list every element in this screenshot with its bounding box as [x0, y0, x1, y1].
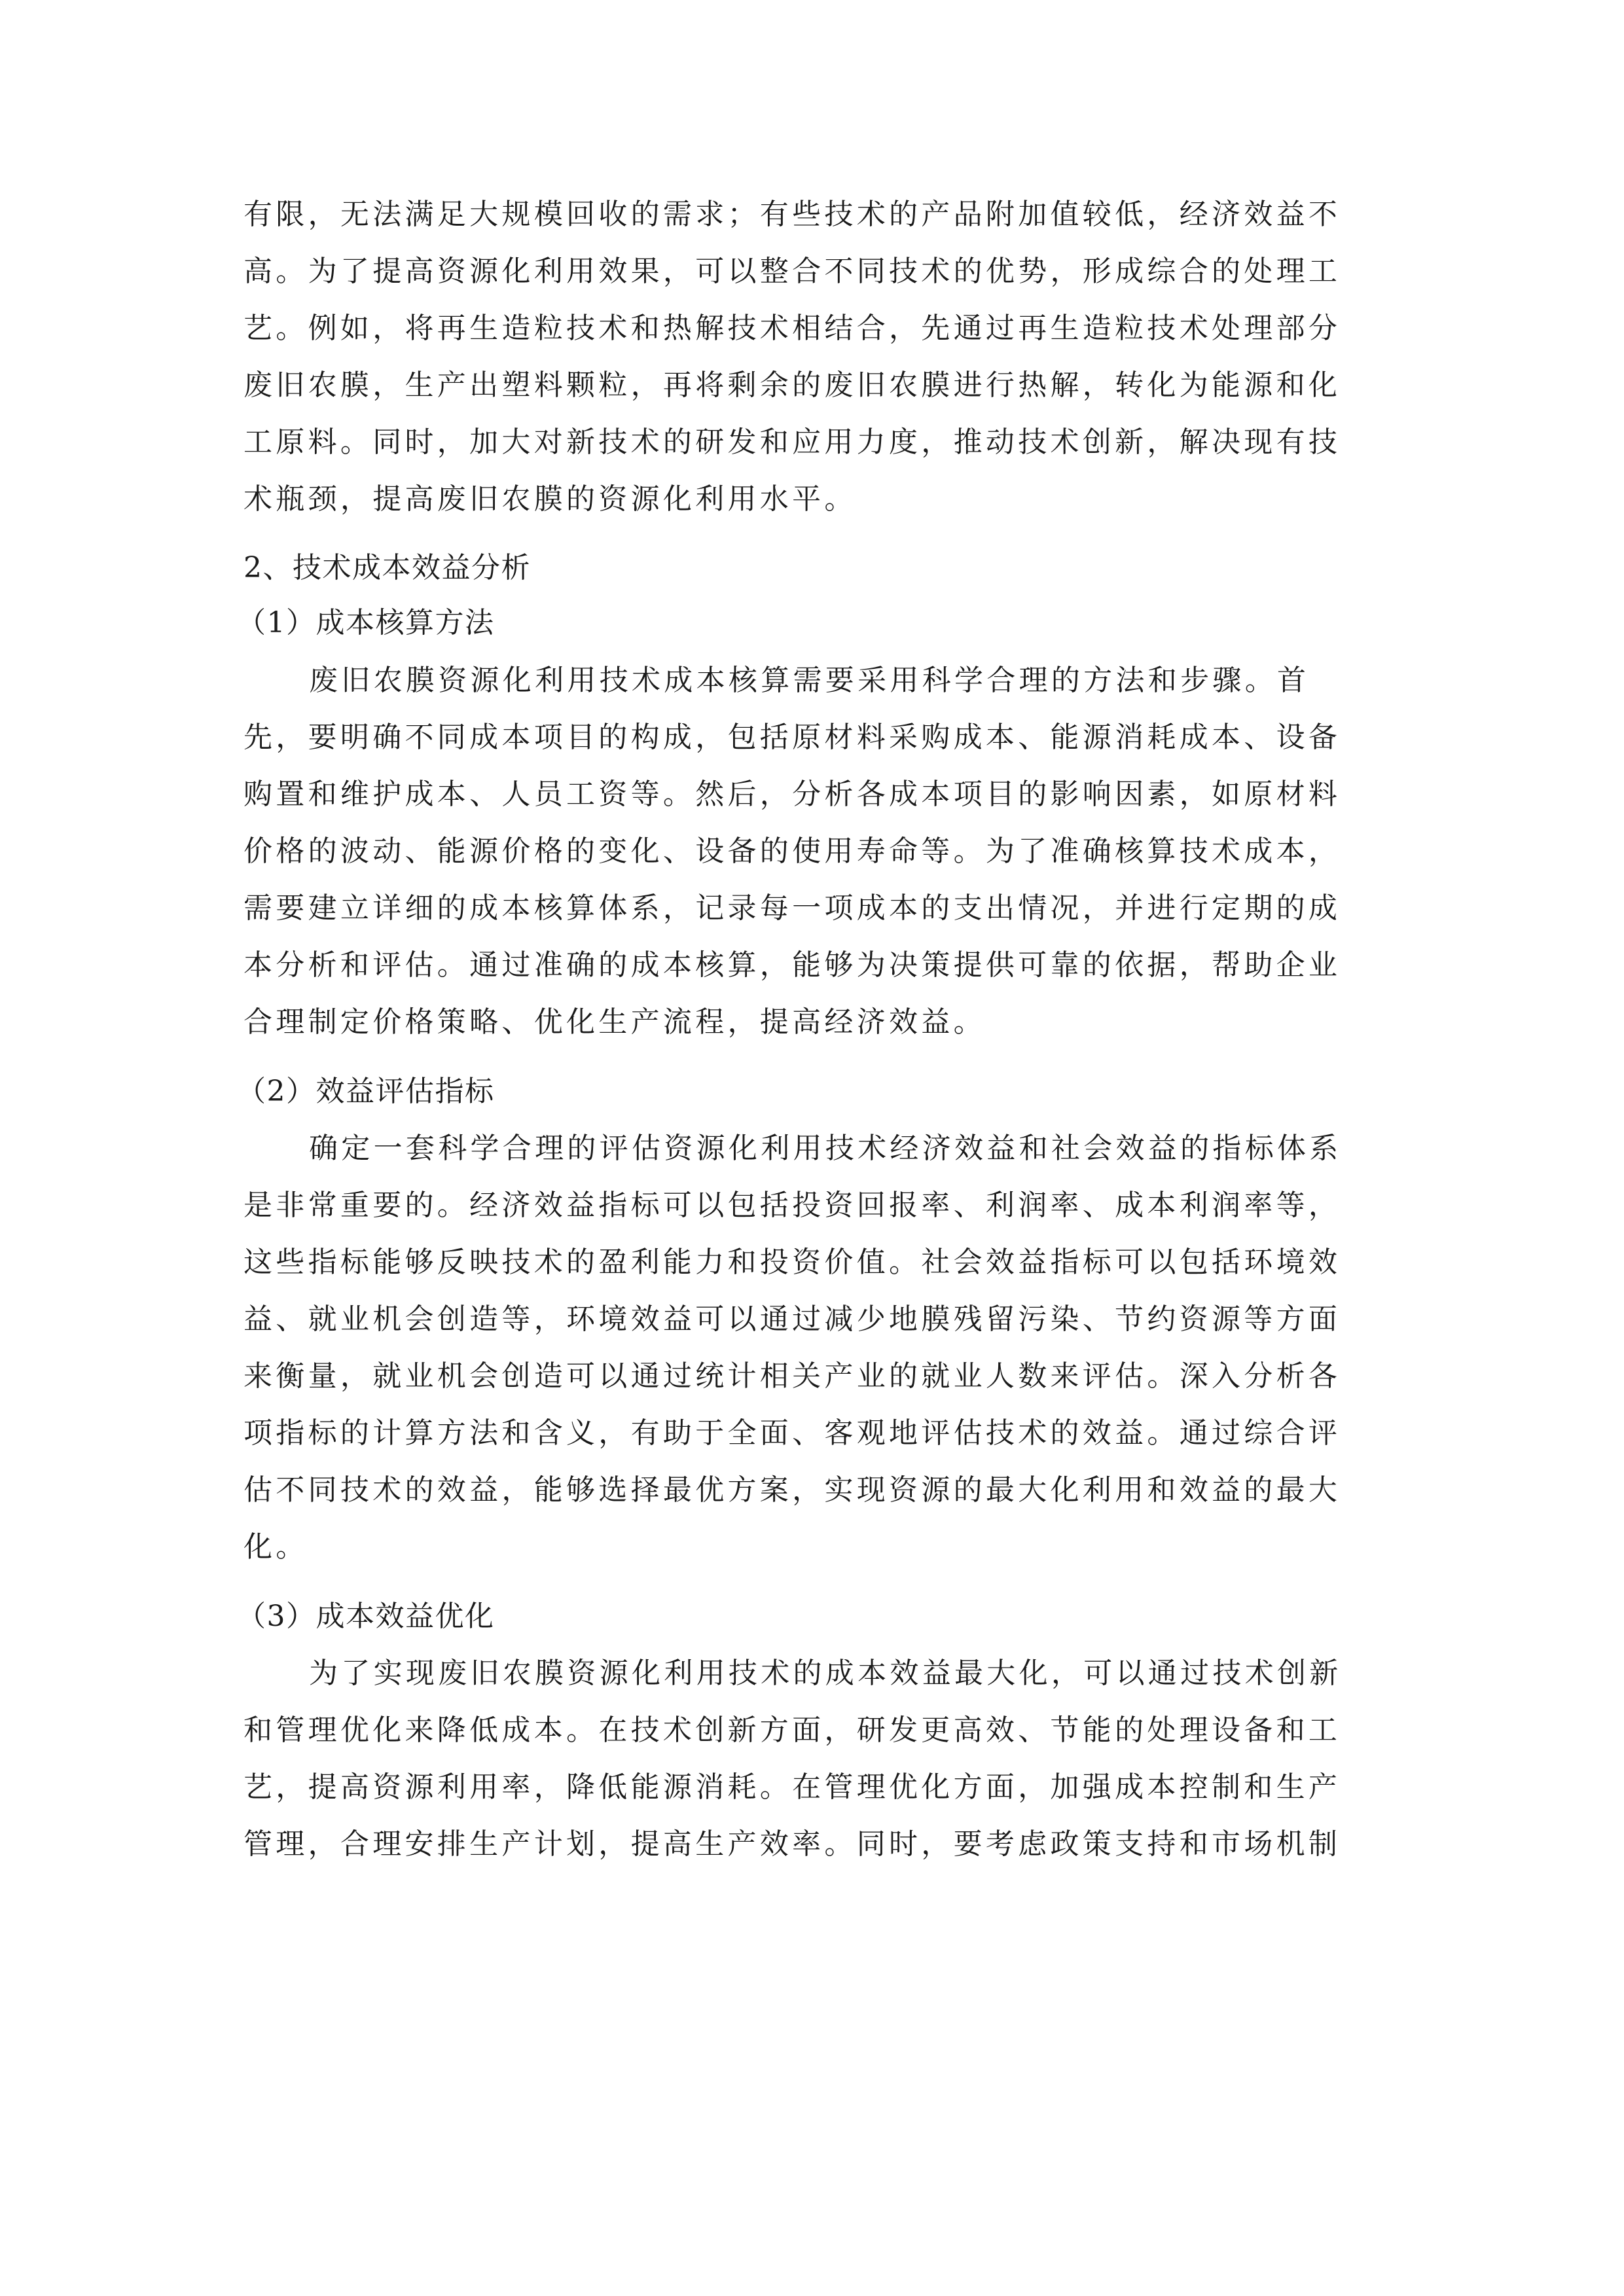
- paragraph-line: 价格的波动、能源价格的变化、设备的使用寿命等。为了准确核算技术成本，: [244, 834, 1341, 868]
- paragraph-line: 和管理优化来降低成本。在技术创新方面，研发更高效、节能的处理设备和工: [244, 1713, 1341, 1747]
- paragraph-line: 合理制定价格策略、优化生产流程，提高经济效益。: [244, 1005, 986, 1039]
- paragraph-line: 确定一套科学合理的评估资源化利用技术经济效益和社会效益的指标体系: [309, 1132, 1342, 1165]
- paragraph-line: 益、就业机会创造等，环境效益可以通过减少地膜残留污染、节约资源等方面: [244, 1302, 1341, 1336]
- paragraph-line: 有限，无法满足大规模回收的需求；有些技术的产品附加值较低，经济效益不: [244, 198, 1341, 231]
- paragraph-line: 项指标的计算方法和含义，有助于全面、客观地评估技术的效益。通过综合评: [244, 1416, 1341, 1450]
- paragraph-line: 需要建立详细的成本核算体系，记录每一项成本的支出情况，并进行定期的成: [244, 891, 1341, 925]
- paragraph-line: 估不同技术的效益，能够选择最优方案，实现资源的最大化利用和效益的最大: [244, 1473, 1341, 1507]
- paragraph-line: 来衡量，就业机会创造可以通过统计相关产业的就业人数来评估。深入分析各: [244, 1359, 1341, 1393]
- paragraph-line: 工原料。同时，加大对新技术的研发和应用力度，推动技术创新，解决现有技: [244, 425, 1341, 459]
- paragraph-line: 这些指标能够反映技术的盈利能力和投资价值。社会效益指标可以包括环境效: [244, 1246, 1341, 1279]
- paragraph-line: 化。: [244, 1530, 308, 1564]
- subsection-heading: （3）成本效益优化: [237, 1600, 495, 1633]
- paragraph-line: 废旧农膜资源化利用技术成本核算需要采用科学合理的方法和步骤。首: [309, 664, 1310, 697]
- paragraph-line: 高。为了提高资源化利用效果，可以整合不同技术的优势，形成综合的处理工: [244, 255, 1341, 288]
- paragraph-line: 本分析和评估。通过准确的成本核算，能够为决策提供可靠的依据，帮助企业: [244, 948, 1341, 982]
- subsection-heading: （1）成本核算方法: [237, 606, 495, 639]
- paragraph-line: 管理，合理安排生产计划，提高生产效率。同时，要考虑政策支持和市场机制: [244, 1827, 1341, 1861]
- paragraph-line: 术瓶颈，提高废旧农膜的资源化利用水平。: [244, 482, 857, 516]
- section-heading: 2、技术成本效益分析: [244, 551, 531, 584]
- paragraph-line: 购置和维护成本、人员工资等。然后，分析各成本项目的影响因素，如原材料: [244, 778, 1341, 811]
- paragraph-line: 艺。例如，将再生造粒技术和热解技术相结合，先通过再生造粒技术处理部分: [244, 312, 1341, 345]
- paragraph-line: 废旧农膜，生产出塑料颗粒，再将剩余的废旧农膜进行热解，转化为能源和化: [244, 368, 1341, 402]
- paragraph-line: 为了实现废旧农膜资源化利用技术的成本效益最大化，可以通过技术创新: [309, 1657, 1342, 1690]
- paragraph-line: 先，要明确不同成本项目的构成，包括原材料采购成本、能源消耗成本、设备: [244, 721, 1341, 754]
- subsection-heading: （2）效益评估指标: [237, 1075, 495, 1108]
- paragraph-line: 是非常重要的。经济效益指标可以包括投资回报率、利润率、成本利润率等，: [244, 1189, 1341, 1222]
- paragraph-line: 艺，提高资源利用率，降低能源消耗。在管理优化方面，加强成本控制和生产: [244, 1770, 1341, 1804]
